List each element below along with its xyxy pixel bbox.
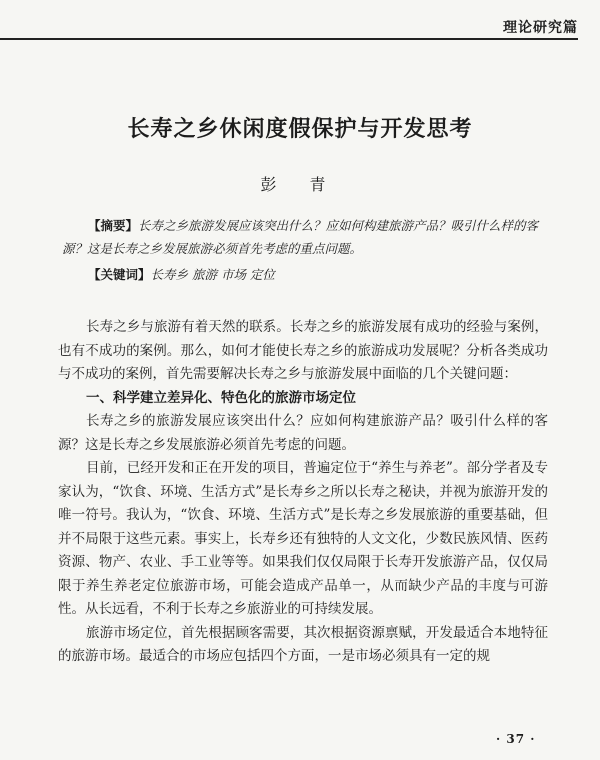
abstract-block (62, 214, 546, 286)
author-name: 彭 青 (260, 175, 340, 194)
body-paragraph-2: 长寿之乡的旅游发展应该突出什么？应如何构建旅游产品？吸引什么样的客源？这是长寿之乡发展旅游必须首先考虑的问题。 (58, 413, 548, 453)
keywords-label: 【关键词】 (88, 267, 151, 282)
article-body (58, 316, 548, 669)
keywords-text: 长寿乡 旅游 市场 定位 (150, 267, 275, 282)
abstract-paragraph (62, 214, 546, 260)
body-paragraph-1: 长寿之乡与旅游有着天然的联系。长寿之乡的旅游发展有成功的经验与案例，也有不成功的案例。那么，如何才能使长寿之乡的旅游成功发展呢？分析各类成功与不成功的案例，首先需要解决长寿之乡与旅游发展中面临的几个关键问题： (58, 319, 548, 382)
abstract-label: 【摘要】 (88, 218, 139, 233)
abstract-text: 长寿之乡旅游发展应该突出什么？应如何构建旅游产品？吸引什么样的客源？这是长寿之乡发展旅游必须首先考虑的重点问题。 (62, 218, 539, 256)
article-title: 长寿之乡休闲度假保护与开发思考 (127, 116, 473, 142)
body-paragraph-4: 旅游市场定位，首先根据顾客需要，其次根据资源禀赋，开发最适合本地特征的旅游市场。最适合的市场应包括四个方面，一是市场必须具有一定的规 (58, 624, 548, 664)
header-rule (0, 38, 578, 40)
page-number: · 37 · (496, 732, 536, 746)
section-label: 理论研究篇 (503, 20, 578, 36)
body-paragraph-3: 目前，已经开发和正在开发的项目，普遍定位于“养生与养老”。部分学者及专家认为，“饮食、环境、生活方式”是长寿乡之所以长寿之秘诀，并视为旅游开发的唯一符号。我认为，“饮食、环境、生活方式”是长寿之乡发展旅游的重要基础，但并不局限于这些元素。事实上，长寿乡还有独特的人文文化，少数民族风情、医药资源、物产、农业、手工业等等。如果我们仅仅局限于长寿开发旅游产品，仅仅局限于养生养老定位旅游市场，可能会造成产品单一，从而缺少产品的丰度与可游性。从长远看，不利于长寿之乡旅游业的可持续发展。 (58, 460, 548, 617)
section-heading-1: 一、科学建立差异化、特色化的旅游市场定位 (86, 389, 356, 406)
keywords-paragraph (62, 263, 546, 286)
